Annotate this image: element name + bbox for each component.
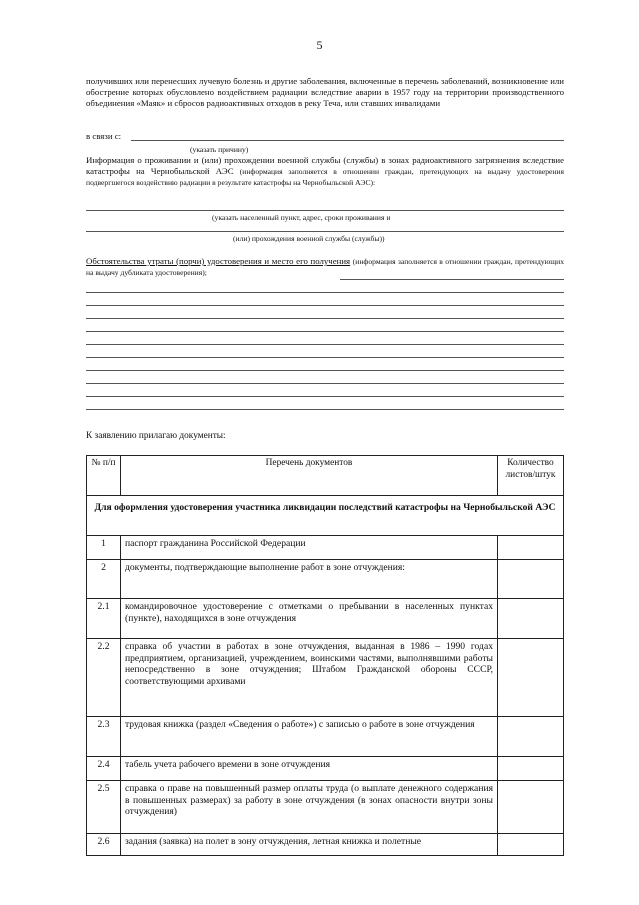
residence-line-1[interactable] [86,210,564,211]
section-title: Для оформления удостоверения участника ликвидации последствий катастрофы на Чернобыльской АЭС [87,496,564,536]
row-qty-cell[interactable] [498,781,564,834]
attachments-label: К заявлению прилагаю документы: [86,431,226,441]
loss-line-6[interactable] [86,357,564,358]
residence-note: (информация заполняется в отношении граждан, претендующих на выдачу удостоверения подвергшегося воздействию радиации в результате катастрофы на Чернобыльской АЭС): [86,167,564,188]
row-text: задания (заявка) на полет в зону отчуждения, летная книжка и полетные [121,834,498,856]
row-text: командировочное удостоверение с отметками о пребывании в населенных пунктах (пункте), находящихся в зоне отчуждения [121,599,498,639]
row-qty-cell[interactable] [498,834,564,856]
header-list: Перечень документов [121,456,498,496]
loss-line-7[interactable] [86,370,564,371]
table-row [87,560,564,599]
loss-line-0[interactable] [340,279,564,280]
loss-line-9[interactable] [86,396,564,397]
table-row [87,781,564,834]
header-qty: Количество листов/штук [498,456,564,496]
loss-note: (информация заполняется в отношении граждан, претендующих на выдачу дубликата удостоверения); [86,257,565,278]
table-row [87,639,564,717]
row-qty-cell[interactable] [498,639,564,717]
loss-line-2[interactable] [86,305,564,306]
row-text: табель учета рабочего времени в зоне отчуждения [121,757,498,781]
page-number: 5 [316,38,323,52]
table-header-row [87,456,564,496]
residence-line-2[interactable] [86,231,564,232]
documents-table [86,455,564,856]
loss-line-4[interactable] [86,331,564,332]
row-text: справка об участии в работах в зоне отчуждения, выданная в 1986 – 1990 годах предприятием, организацией, учреждением, воинскими частями, выполнявшими работы непосредственно в зоне отчуждения; Штабом Гражданской обороны СССР, соответствующими архивами [121,639,498,717]
residence-caption-2: (или) прохождения военной службы (службы)) [233,234,385,243]
intro-paragraph: получивших или перенесших лучевую болезнь и другие заболевания, включенные в перечень заболеваний, возникновение или обострение которых обусловлено воздействием радиации вследствие аварии в 1957 году на территории производственного объединения «Маяк» и сбросов радиоактивных отходов в реку Теча, или ставших инвалидами [86,76,564,109]
residence-title: Информация о проживании и (или) прохождении военной службы (службы) в зонах радиоактивного загрязнения вследствие катастрофы на Чернобыльской АЭС [86,155,564,177]
reason-line[interactable] [131,140,564,141]
section-row [87,496,564,536]
table-row [87,599,564,639]
loss-line-10[interactable] [86,409,564,410]
table-row [87,536,564,560]
row-num: 2 [87,560,121,599]
loss-line-5[interactable] [86,344,564,345]
row-num: 2.6 [87,834,121,856]
reason-label: в связи с: [86,131,122,141]
loss-section [86,256,564,278]
row-text: справка о праве на повышенный размер оплаты труда (о выплате денежного содержания в повышенных размерах) за работу в зоне отчуждения (в зонах опасности внутри зоны отчуждения) [121,781,498,834]
row-qty-cell[interactable] [498,757,564,781]
header-num: № п/п [87,456,121,496]
row-num: 1 [87,536,121,560]
loss-line-3[interactable] [86,318,564,319]
table-row [87,834,564,856]
table-row [87,717,564,757]
row-qty-cell[interactable] [498,599,564,639]
residence-section [86,155,564,189]
row-num: 2.1 [87,599,121,639]
row-qty-cell[interactable] [498,560,564,599]
row-text: паспорт гражданина Российской Федерации [121,536,498,560]
row-num: 2.3 [87,717,121,757]
row-qty-cell[interactable] [498,717,564,757]
row-num: 2.5 [87,781,121,834]
row-qty-cell[interactable] [498,536,564,560]
loss-line-1[interactable] [86,292,564,293]
loss-line-8[interactable] [86,383,564,384]
residence-caption-1: (указать населенный пункт, адрес, сроки проживания и [212,213,391,222]
loss-title: Обстоятельства утраты (порчи) удостоверения и место его получения [86,256,351,266]
table-row [87,757,564,781]
row-num: 2.2 [87,639,121,717]
reason-caption: (указать причину) [190,145,249,154]
row-text: документы, подтверждающие выполнение работ в зоне отчуждения: [121,560,498,599]
row-num: 2.4 [87,757,121,781]
row-text: трудовая книжка (раздел «Сведения о работе») с записью о работе в зоне отчуждения [121,717,498,757]
